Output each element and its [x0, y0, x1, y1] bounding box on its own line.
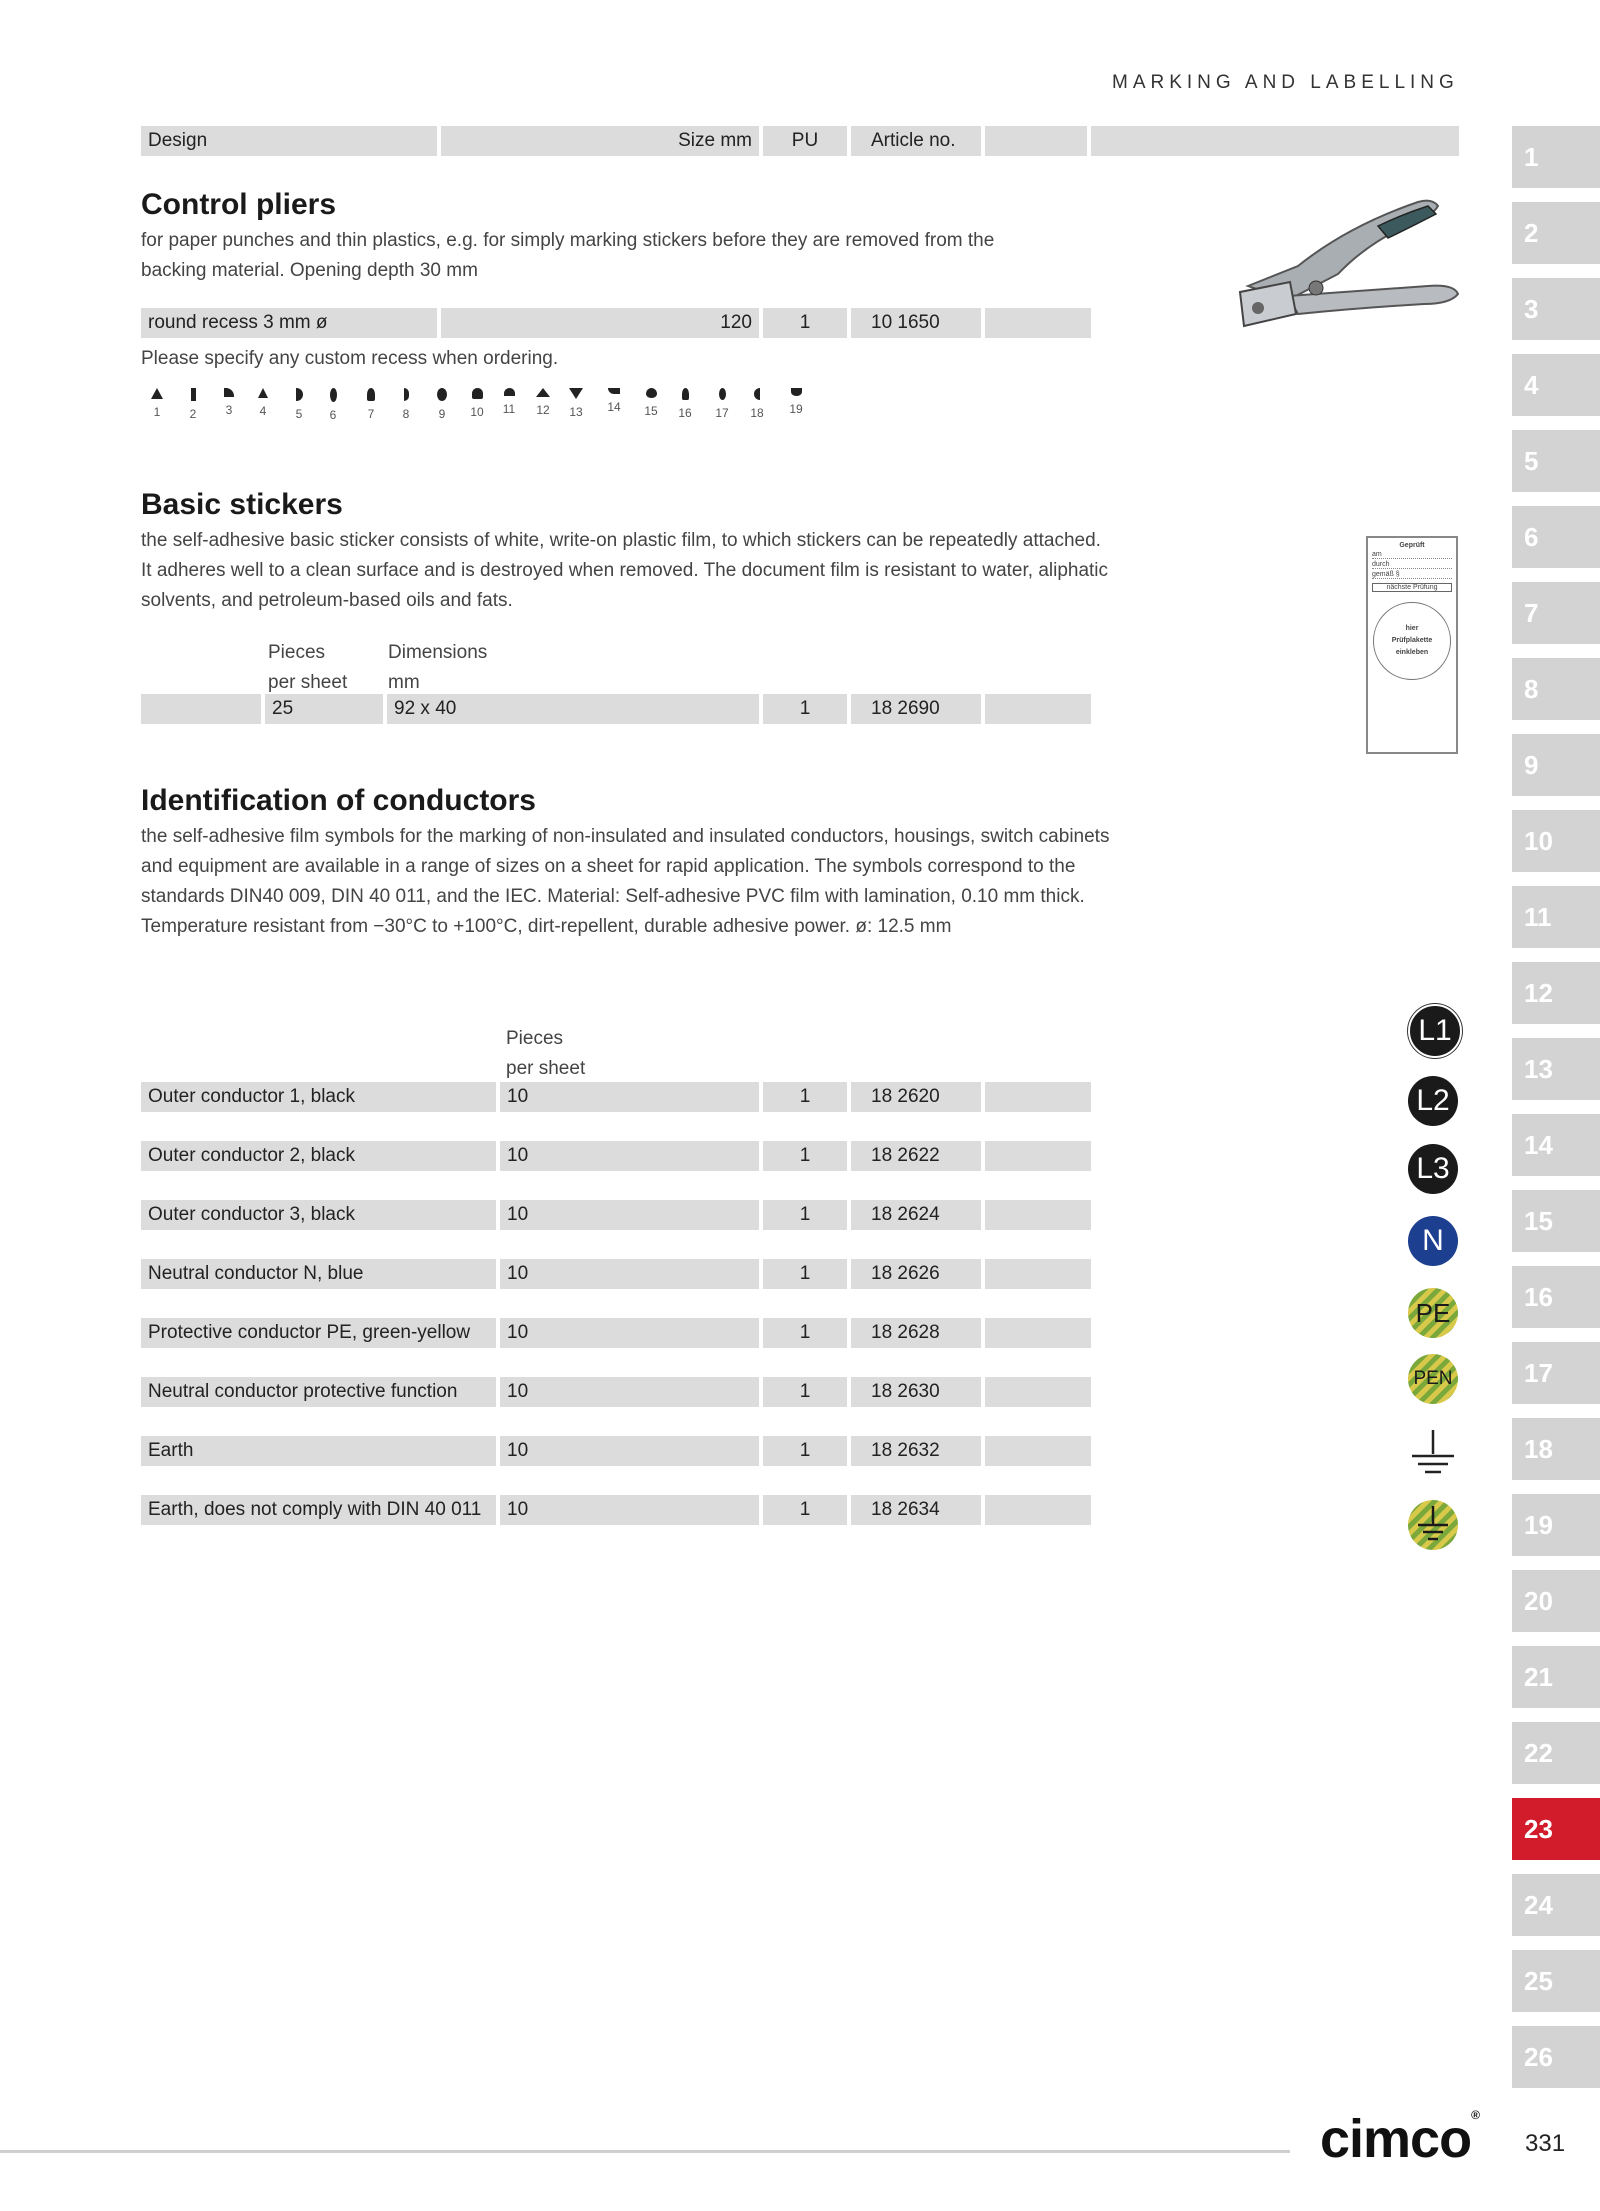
punch-shape: 3: [214, 388, 244, 417]
punch-shape: 17: [707, 388, 737, 420]
conductors-title: Identification of conductors: [141, 784, 536, 817]
row-spacer-end: [985, 694, 1091, 724]
punch-shape: 18: [742, 388, 772, 420]
table-row: [141, 1200, 1101, 1230]
control-pliers-description: for paper punches and thin plastics, e.g. for simply marking stickers before they are removed from the backing material. Opening depth 30 mm: [141, 230, 995, 281]
chapter-tab-8[interactable]: 8: [1512, 658, 1600, 720]
row-pu: 1: [763, 1377, 847, 1407]
chapter-tab-13[interactable]: 13: [1512, 1038, 1600, 1100]
row-design: Neutral conductor protective function: [141, 1377, 496, 1407]
punch-shape: 8: [391, 388, 421, 421]
row-pu: 1: [763, 1318, 847, 1348]
row-pieces: 10: [500, 1259, 759, 1289]
chapter-tab-25[interactable]: 25: [1512, 1950, 1600, 2012]
row-pu: 1: [763, 1495, 847, 1525]
symbol-l3: L3: [1408, 1144, 1458, 1194]
row-article: 18 2630: [851, 1377, 981, 1407]
row-spacer: [141, 694, 261, 724]
table-header: [141, 126, 1459, 156]
row-pu: 1: [763, 1082, 847, 1112]
row-spacer: [985, 1200, 1091, 1230]
table-row: [141, 1082, 1101, 1112]
chapter-tab-10[interactable]: 10: [1512, 810, 1600, 872]
table-row: [141, 308, 1101, 338]
row-spacer: [985, 1318, 1091, 1348]
conductors-description: the self-adhesive film symbols for the marking of non-insulated and insulated conductors, housings, switch cabinets and equipment are available in a range of sizes on a sheet for rapid application. The symbols correspond to the standards DIN40 009, DIN 40 011, and the IEC. Material: Self-adhesive PVC film with lamination, 0.10 mm thick. Temperature resistant from −30°C to +100°C, dirt-repellent, durable adhesive power. ø: 12.5 mm: [141, 826, 1110, 937]
row-pu: 1: [763, 308, 847, 338]
symbol-l1: L1: [1408, 1004, 1462, 1058]
punch-shape: 9: [427, 388, 457, 421]
chapter-tab-17[interactable]: 17: [1512, 1342, 1600, 1404]
chapter-tab-5[interactable]: 5: [1512, 430, 1600, 492]
symbol-l2: L2: [1408, 1076, 1458, 1126]
row-spacer: [985, 1259, 1091, 1289]
row-spacer: [985, 1377, 1091, 1407]
row-pieces: 10: [500, 1318, 759, 1348]
table-row: [141, 1495, 1101, 1525]
punch-shape: 16: [670, 388, 700, 420]
chapter-tab-1[interactable]: 1: [1512, 126, 1600, 188]
row-article: 18 2620: [851, 1082, 981, 1112]
chapter-tab-7[interactable]: 7: [1512, 582, 1600, 644]
punch-shape: 6: [318, 388, 348, 422]
chapter-tab-14[interactable]: 14: [1512, 1114, 1600, 1176]
earth-green-yellow-icon: [1406, 1498, 1460, 1552]
symbol-pen: PEN: [1408, 1354, 1458, 1404]
chapter-tab-3[interactable]: 3: [1512, 278, 1600, 340]
row-article: 18 2634: [851, 1495, 981, 1525]
punch-shape: 2: [178, 388, 208, 421]
chapter-tab-23[interactable]: 23: [1512, 1798, 1600, 1860]
punch-shape: 14: [599, 388, 629, 414]
row-pu: 1: [763, 1259, 847, 1289]
row-design: Outer conductor 3, black: [141, 1200, 496, 1230]
row-article: 10 1650: [851, 308, 981, 338]
table-row: [141, 1259, 1101, 1289]
chapter-tab-26[interactable]: 26: [1512, 2026, 1600, 2088]
row-spacer: [985, 1495, 1091, 1525]
row-dimensions: 92 x 40: [387, 694, 759, 724]
punch-shape: 5: [284, 388, 314, 421]
header-spacer: [985, 126, 1087, 156]
row-design: round recess 3 mm ø: [141, 308, 437, 338]
basic-stickers-description: the self-adhesive basic sticker consists of white, write-on plastic film, to which stickers can be repeatedly attached. It adheres well to a clean surface and is destroyed when removed. The document film is resistant to water, aliphatic solvents, and petroleum-based oils and fats.: [141, 530, 1109, 611]
chapter-tab-16[interactable]: 16: [1512, 1266, 1600, 1328]
header-article: Article no.: [851, 126, 981, 156]
chapter-tab-19[interactable]: 19: [1512, 1494, 1600, 1556]
header-pu: PU: [763, 126, 847, 156]
row-pu: 1: [763, 1436, 847, 1466]
row-size: 120: [441, 308, 759, 338]
row-article: 18 2632: [851, 1436, 981, 1466]
row-pieces: 10: [500, 1436, 759, 1466]
row-design: Neutral conductor N, blue: [141, 1259, 496, 1289]
conductors-col-pieces: Pieces per sheet: [506, 1028, 586, 1079]
row-pieces: 10: [500, 1377, 759, 1407]
header-size: Size mm: [441, 126, 759, 156]
stickers-col-pieces: Pieces per sheet: [268, 642, 348, 693]
table-row: [141, 1436, 1101, 1466]
row-spacer: [985, 308, 1091, 338]
row-article: 18 2626: [851, 1259, 981, 1289]
punch-shape: 10: [462, 388, 492, 419]
row-article: 18 2628: [851, 1318, 981, 1348]
row-design: Outer conductor 2, black: [141, 1141, 496, 1171]
page-number: 331: [1525, 2130, 1566, 2157]
punch-shape: 7: [356, 388, 386, 421]
punch-shape: 15: [636, 388, 666, 418]
stickers-col-dimensions: Dimensions mm: [388, 642, 488, 693]
basic-stickers-title: Basic stickers: [141, 488, 343, 521]
custom-recess-note: Please specify any custom recess when ordering.: [141, 348, 559, 369]
chapter-tab-20[interactable]: 20: [1512, 1570, 1600, 1632]
row-pieces: 10: [500, 1495, 759, 1525]
row-design: Protective conductor PE, green-yellow: [141, 1318, 496, 1348]
chapter-tab-18[interactable]: 18: [1512, 1418, 1600, 1480]
header-spacer-wide: [1091, 126, 1459, 156]
row-design: Outer conductor 1, black: [141, 1082, 496, 1112]
punch-shape: 12: [528, 388, 558, 417]
row-article: 18 2690: [851, 694, 981, 724]
row-pu: 1: [763, 694, 847, 724]
chapter-tab-9[interactable]: 9: [1512, 734, 1600, 796]
row-pieces: 10: [500, 1141, 759, 1171]
symbol-n: N: [1408, 1216, 1458, 1266]
row-design: Earth, does not comply with DIN 40 011: [141, 1495, 496, 1525]
row-pu: 1: [763, 1200, 847, 1230]
chapter-tab-6[interactable]: 6: [1512, 506, 1600, 568]
row-pu: 1: [763, 1141, 847, 1171]
table-row: [141, 694, 1101, 724]
chapter-tab-24[interactable]: 24: [1512, 1874, 1600, 1936]
punch-shape: 4: [248, 388, 278, 418]
row-pieces: 10: [500, 1200, 759, 1230]
basic-sticker-image: Geprüft am durch gemäß § nächste Prüfung hier Prüfplakette einkleben: [1366, 536, 1458, 754]
row-design: Earth: [141, 1436, 496, 1466]
symbol-pe: PE: [1408, 1288, 1458, 1338]
chapter-tab-15[interactable]: 15: [1512, 1190, 1600, 1252]
punch-shape: 11: [494, 388, 524, 416]
punch-shape: 13: [561, 388, 591, 419]
earth-icon: [1408, 1428, 1458, 1482]
control-pliers-image: [1228, 196, 1464, 332]
chapter-tab-2[interactable]: 2: [1512, 202, 1600, 264]
table-row: [141, 1141, 1101, 1171]
row-spacer: [985, 1141, 1091, 1171]
chapter-tab-11[interactable]: 11: [1512, 886, 1600, 948]
row-article: 18 2622: [851, 1141, 981, 1171]
table-row: [141, 1318, 1101, 1348]
row-spacer: [985, 1436, 1091, 1466]
row-article: 18 2624: [851, 1200, 981, 1230]
row-pieces: 10: [500, 1082, 759, 1112]
header-design: Design: [141, 126, 437, 156]
section-title: MARKING AND LABELLING: [1112, 72, 1459, 93]
control-pliers-title: Control pliers: [141, 188, 337, 221]
chapter-tab-21[interactable]: 21: [1512, 1646, 1600, 1708]
punch-shape: 19: [781, 388, 811, 416]
chapter-tab-22[interactable]: 22: [1512, 1722, 1600, 1784]
table-row: [141, 1377, 1101, 1407]
chapter-tab-4[interactable]: 4: [1512, 354, 1600, 416]
chapter-tab-12[interactable]: 12: [1512, 962, 1600, 1024]
cimco-logo: cimco®: [1320, 2108, 1479, 2169]
row-spacer: [985, 1082, 1091, 1112]
punch-shape: 1: [142, 388, 172, 419]
footer-line: [0, 2150, 1290, 2153]
row-pieces: 25: [265, 694, 383, 724]
